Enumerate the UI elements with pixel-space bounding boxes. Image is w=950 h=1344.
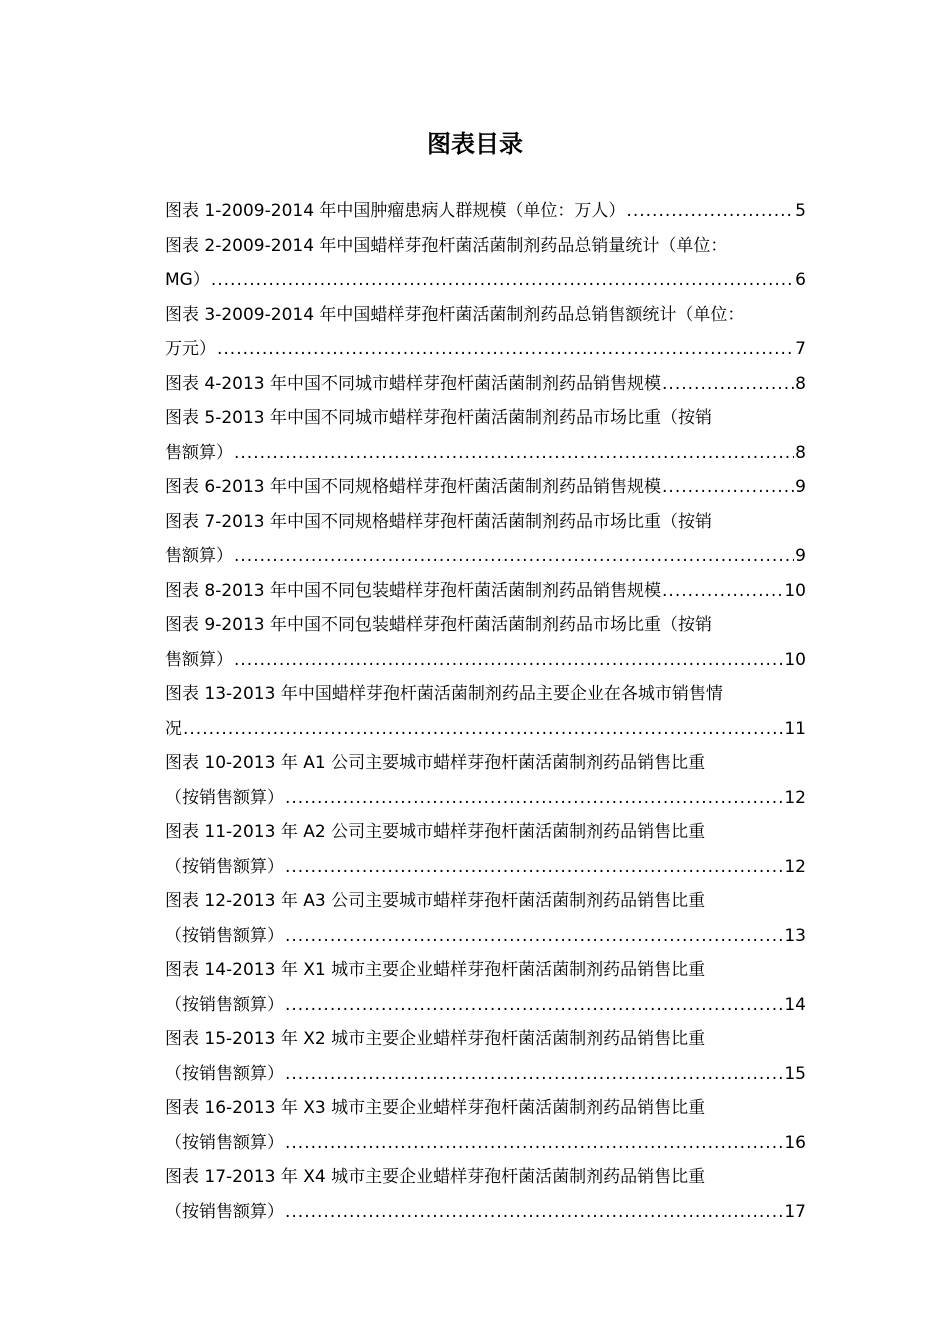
dot-leader	[285, 988, 783, 1023]
toc-entry-label: 万元）	[165, 339, 216, 359]
toc-entry-label: 图表 10-2013 年 A1 公司主要城市蜡样芽孢杆菌活菌制剂药品销售比重	[165, 753, 706, 773]
toc-entry-last-line	[165, 470, 806, 505]
dot-leader	[662, 574, 783, 609]
toc-entry-label: 图表 12-2013 年 A3 公司主要城市蜡样芽孢杆菌活菌制剂药品销售比重	[165, 891, 706, 911]
toc-entry-last-line	[165, 1195, 806, 1230]
toc-entry-label: 图表 3-2009-2014 年中国蜡样芽孢杆菌活菌制剂药品总销售额统计（单位：	[165, 304, 745, 325]
toc-entry-label: 图表 4-2013 年中国不同城市蜡样芽孢杆菌活菌制剂药品销售规模	[165, 373, 662, 394]
toc-entry-last-line	[165, 194, 806, 229]
toc-entry-label: （按销售额算）	[165, 1063, 284, 1084]
toc-entry-line	[165, 1160, 806, 1195]
toc-page-number: 6	[795, 270, 806, 290]
toc-entry[interactable]	[165, 1022, 806, 1091]
toc-entry-last-line	[165, 850, 806, 885]
toc-entry-label: 图表 17-2013 年 X4 城市主要企业蜡样芽孢杆菌活菌制剂药品销售比重	[165, 1167, 706, 1187]
toc-entry-line	[165, 1091, 806, 1126]
dot-leader	[234, 643, 783, 678]
toc-entry-label: 图表 16-2013 年 X3 城市主要企业蜡样芽孢杆菌活菌制剂药品销售比重	[165, 1098, 706, 1118]
toc-entry-line	[165, 505, 806, 540]
toc-page-number: 16	[784, 1132, 806, 1153]
dot-leader	[234, 436, 794, 471]
toc-entry[interactable]	[165, 229, 806, 298]
toc-entry-last-line	[165, 643, 806, 678]
toc-entry-label: 图表 9-2013 年中国不同包装蜡样芽孢杆菌活菌制剂药品市场比重（按销	[165, 615, 713, 635]
dot-leader	[662, 367, 794, 402]
toc-entry[interactable]	[165, 367, 806, 402]
toc-entry[interactable]	[165, 401, 806, 470]
toc-entry[interactable]	[165, 1091, 806, 1160]
toc-entry-last-line	[165, 574, 806, 609]
toc-page-number: 12	[784, 856, 806, 877]
toc-page-number: 12	[784, 787, 806, 808]
toc-entry-label: 售额算）	[165, 546, 233, 566]
toc-entry[interactable]	[165, 746, 806, 815]
toc-page-number: 9	[795, 477, 806, 497]
toc-entry[interactable]	[165, 884, 806, 953]
toc-page-number: 7	[795, 339, 806, 359]
toc-entry-last-line	[165, 712, 806, 747]
toc-entry[interactable]	[165, 677, 806, 746]
toc-entry-label: 图表 15-2013 年 X2 城市主要企业蜡样芽孢杆菌活菌制剂药品销售比重	[165, 1029, 706, 1049]
toc-page-number: 10	[784, 649, 806, 670]
toc-entry-label: 图表 1-2009-2014 年中国肿瘤患病人群规模（单位：万人）	[165, 201, 626, 221]
toc-entry-line	[165, 884, 806, 919]
dot-leader	[285, 781, 783, 816]
toc-entry-line	[165, 1022, 806, 1057]
toc-entry-line	[165, 677, 806, 712]
dot-leader	[285, 919, 783, 954]
dot-leader	[217, 332, 794, 367]
toc-page-number: 17	[784, 1201, 806, 1222]
toc-entry-label: （按销售额算）	[165, 925, 284, 946]
dot-leader	[285, 850, 783, 885]
toc-entry[interactable]	[165, 608, 806, 677]
toc-entry-label: 图表 14-2013 年 X1 城市主要企业蜡样芽孢杆菌活菌制剂药品销售比重	[165, 960, 706, 980]
toc-entry-line	[165, 229, 806, 264]
toc-entry-label: （按销售额算）	[165, 787, 284, 808]
toc-entry-line	[165, 746, 806, 781]
toc-entry-line	[165, 953, 806, 988]
toc-entry-last-line	[165, 988, 806, 1023]
dot-leader	[211, 263, 794, 298]
toc-entry[interactable]	[165, 953, 806, 1022]
toc-entry-label: 图表 11-2013 年 A2 公司主要城市蜡样芽孢杆菌活菌制剂药品销售比重	[165, 822, 706, 842]
figure-list	[165, 194, 806, 1229]
toc-entry-label: （按销售额算）	[165, 856, 284, 877]
toc-entry-label: MG）	[165, 270, 210, 290]
toc-page-number: 8	[795, 373, 806, 394]
toc-entry-label: 图表 6-2013 年中国不同规格蜡样芽孢杆菌活菌制剂药品销售规模	[165, 477, 662, 497]
toc-entry-label: （按销售额算）	[165, 994, 284, 1015]
toc-entry-line	[165, 401, 806, 436]
dot-leader	[183, 712, 783, 747]
toc-entry-label: 况	[165, 718, 182, 739]
toc-page-number: 11	[784, 718, 806, 739]
toc-page-number: 10	[784, 580, 806, 601]
dot-leader	[285, 1195, 783, 1230]
toc-page-number: 15	[784, 1063, 806, 1084]
toc-entry-last-line	[165, 436, 806, 471]
toc-entry-label: 图表 2-2009-2014 年中国蜡样芽孢杆菌活菌制剂药品总销量统计（单位：	[165, 235, 728, 256]
toc-page-number: 8	[795, 442, 806, 463]
toc-entry[interactable]	[165, 574, 806, 609]
toc-page-number: 14	[784, 994, 806, 1015]
toc-entry[interactable]	[165, 1160, 806, 1229]
toc-entry[interactable]	[165, 505, 806, 574]
toc-entry-label: 售额算）	[165, 649, 233, 670]
toc-entry-label: （按销售额算）	[165, 1201, 284, 1222]
toc-entry-last-line	[165, 539, 806, 574]
dot-leader	[285, 1126, 783, 1161]
toc-entry[interactable]	[165, 298, 806, 367]
toc-entry-last-line	[165, 263, 806, 298]
toc-entry-last-line	[165, 781, 806, 816]
dot-leader	[285, 1057, 783, 1092]
toc-page-number: 9	[795, 546, 806, 566]
toc-entry[interactable]	[165, 194, 806, 229]
toc-entry-last-line	[165, 1126, 806, 1161]
toc-entry-last-line	[165, 367, 806, 402]
toc-entry-last-line	[165, 1057, 806, 1092]
toc-entry-label: 图表 7-2013 年中国不同规格蜡样芽孢杆菌活菌制剂药品市场比重（按销	[165, 511, 713, 532]
toc-page-number: 5	[795, 201, 806, 221]
dot-leader	[662, 470, 794, 505]
toc-entry-label: 图表 13-2013 年中国蜡样芽孢杆菌活菌制剂药品主要企业在各城市销售情	[165, 684, 723, 704]
dot-leader	[234, 539, 794, 574]
toc-entry-last-line	[165, 332, 806, 367]
toc-entry-line	[165, 298, 806, 333]
toc-entry-last-line	[165, 919, 806, 954]
toc-entry-label: 售额算）	[165, 442, 233, 463]
toc-page-number: 13	[784, 925, 806, 946]
toc-entry[interactable]	[165, 470, 806, 505]
toc-entry-label: 图表 5-2013 年中国不同城市蜡样芽孢杆菌活菌制剂药品市场比重（按销	[165, 408, 713, 428]
toc-entry-label: 图表 8-2013 年中国不同包装蜡样芽孢杆菌活菌制剂药品销售规模	[165, 580, 662, 601]
toc-entry-label: （按销售额算）	[165, 1132, 284, 1153]
toc-entry[interactable]	[165, 815, 806, 884]
page-title: 图表目录	[427, 130, 523, 158]
dot-leader	[626, 194, 794, 229]
toc-entry-line	[165, 815, 806, 850]
toc-entry-line	[165, 608, 806, 643]
